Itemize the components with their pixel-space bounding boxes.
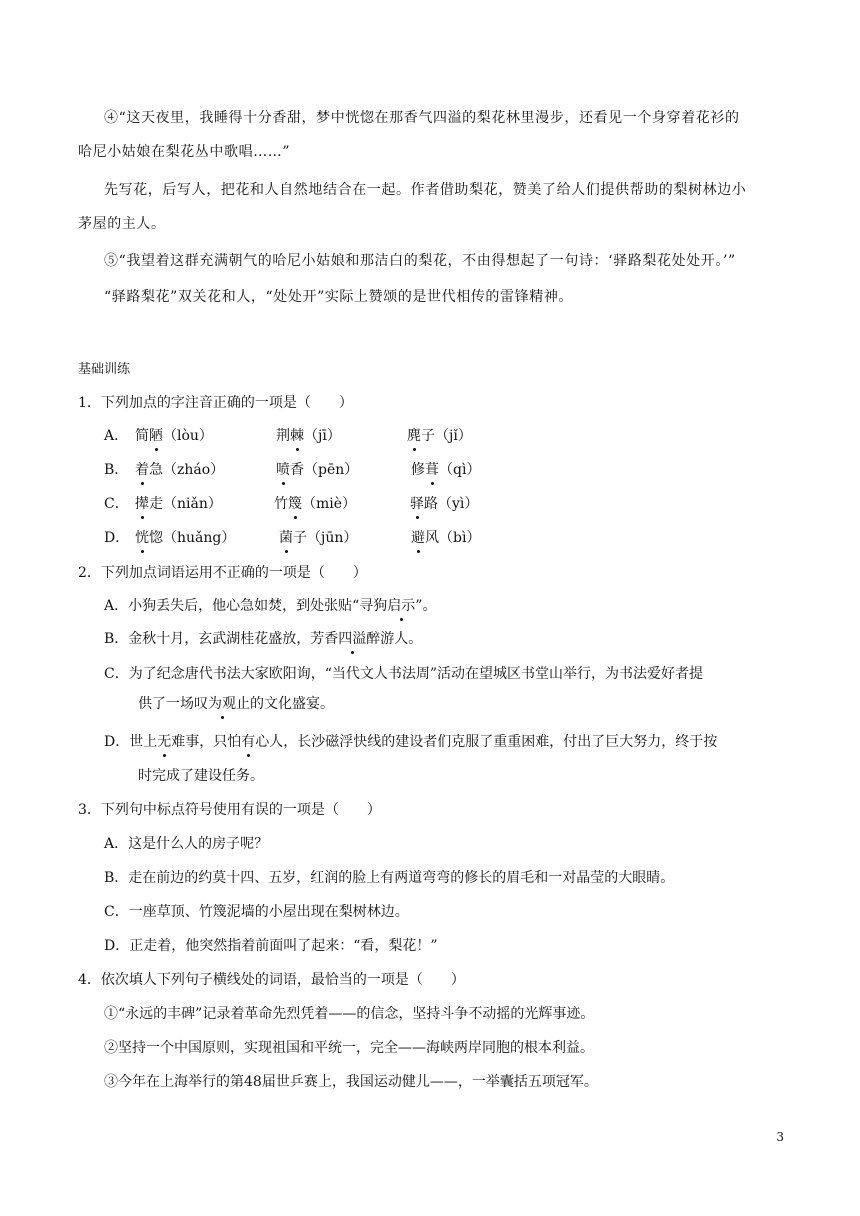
q2-option-d-line-2: 时完成了建设任务。 xyxy=(138,768,264,784)
q2-option-c-line-2: 供了一场叹为观止的文化盛宴。 xyxy=(138,696,334,712)
q1-b-word2: 喷香（pēn） xyxy=(276,462,359,478)
q2-stem: 2．下列加点词语运用不正确的一项是（ ） xyxy=(78,565,367,581)
q1-b-word1: 着急（zháo） xyxy=(135,462,225,478)
q1-d-label: D． xyxy=(104,530,130,546)
q3-option-d: D．正走着，他突然指着前面叫了起来：“看，梨花！” xyxy=(104,938,438,954)
q1-c-word1: 撵走（niǎn） xyxy=(135,496,222,512)
q4-sentence-3: ③今年在上海举行的第48届世乒赛上，我国运动健儿——，一举囊括五项冠军。 xyxy=(104,1074,598,1090)
q1-a-label: A． xyxy=(104,428,129,444)
q3-option-c: C．一座草顶、竹篾泥墙的小屋出现在梨树林边。 xyxy=(104,904,409,920)
section-title: 基础训练 xyxy=(78,362,131,377)
q2-option-d-line-1: D．世上无难事，只怕有心人，长沙磁浮快线的建设者们克服了重重困难，付出了巨大努力，终于按 xyxy=(104,734,718,750)
q1-a-word2: 荆棘（jī） xyxy=(276,428,341,444)
paragraph-4-note-line-1: 先写花，后写人，把花和人自然地结合在一起。作者借助梨花，赞美了给人们提供帮助的梨树林边小 xyxy=(104,182,747,198)
q3-stem: 3．下列句中标点符号使用有误的一项是（ ） xyxy=(78,802,381,818)
q4-stem: 4．依次填人下列句子横线处的词语，最恰当的一项是（ ） xyxy=(78,972,465,988)
paragraph-4-note-line-2: 茅屋的主人。 xyxy=(78,216,166,232)
q1-b-label: B． xyxy=(104,462,129,478)
q2-option-b: B．金秋十月，玄武湖桂花盛放，芳香四溢醉游人。 xyxy=(104,631,423,647)
q1-a-word3: 麂子（jǐ） xyxy=(407,428,472,444)
q3-option-a: A．这是什么人的房子呢？ xyxy=(104,836,269,852)
q1-c-label: C． xyxy=(104,496,129,512)
q3-option-b: B．走在前边的约莫十四、五岁，红润的脸上有两道弯弯的修长的眉毛和一对晶莹的大眼睛。 xyxy=(104,870,675,886)
q4-sentence-1: ①“永远的丰碑”记录着革命先烈凭着——的信念，坚持斗争不动摇的光辉事迹。 xyxy=(104,1006,595,1022)
page-number: 3 xyxy=(776,1130,784,1144)
paragraph-5-note: “驿路梨花”双关花和人，“处处开”实际上赞颂的是世代相传的雷锋精神。 xyxy=(104,289,574,305)
q1-c-word3: 驿路（yì） xyxy=(410,496,479,512)
q1-d-word2: 菌子（jūn） xyxy=(279,530,358,546)
paragraph-4-text-line-1: ④“这天夜里，我睡得十分香甜，梦中恍惚在那香气四溢的梨花林里漫步，还看见一个身穿着花衫的 xyxy=(104,110,740,126)
q2-option-c-line-1: C．为了纪念唐代书法大家欧阳询，“当代文人书法周”活动在望城区书堂山举行，为书法爱好者提 xyxy=(104,666,704,682)
q1-a-word1: 简陋（lòu） xyxy=(135,428,213,444)
q1-stem: 1．下列加点的字注音正确的一项是（ ） xyxy=(78,395,353,411)
q4-sentence-2: ②坚持一个中国原则，实现祖国和平统一，完全——海峡两岸同胞的根本利益。 xyxy=(104,1040,594,1056)
q1-c-word2: 竹篾（miè） xyxy=(274,496,357,512)
q1-d-word1: 恍惚（huǎng） xyxy=(135,530,236,546)
paragraph-5-text: ⑤“我望着这群充满朝气的哈尼小姑娘和那洁白的梨花，不由得想起了一句诗：‘驿路梨花处处开。’” xyxy=(104,253,736,269)
q1-d-word3: 避风（bì） xyxy=(411,530,481,546)
q2-option-a: A．小狗丢失后，他心急如焚，到处张贴“寻狗启示”。 xyxy=(104,598,437,614)
q1-b-word3: 修葺（qì） xyxy=(411,462,481,478)
paragraph-4-text-line-2: 哈尼小姑娘在梨花丛中歌唱……” xyxy=(78,144,291,160)
